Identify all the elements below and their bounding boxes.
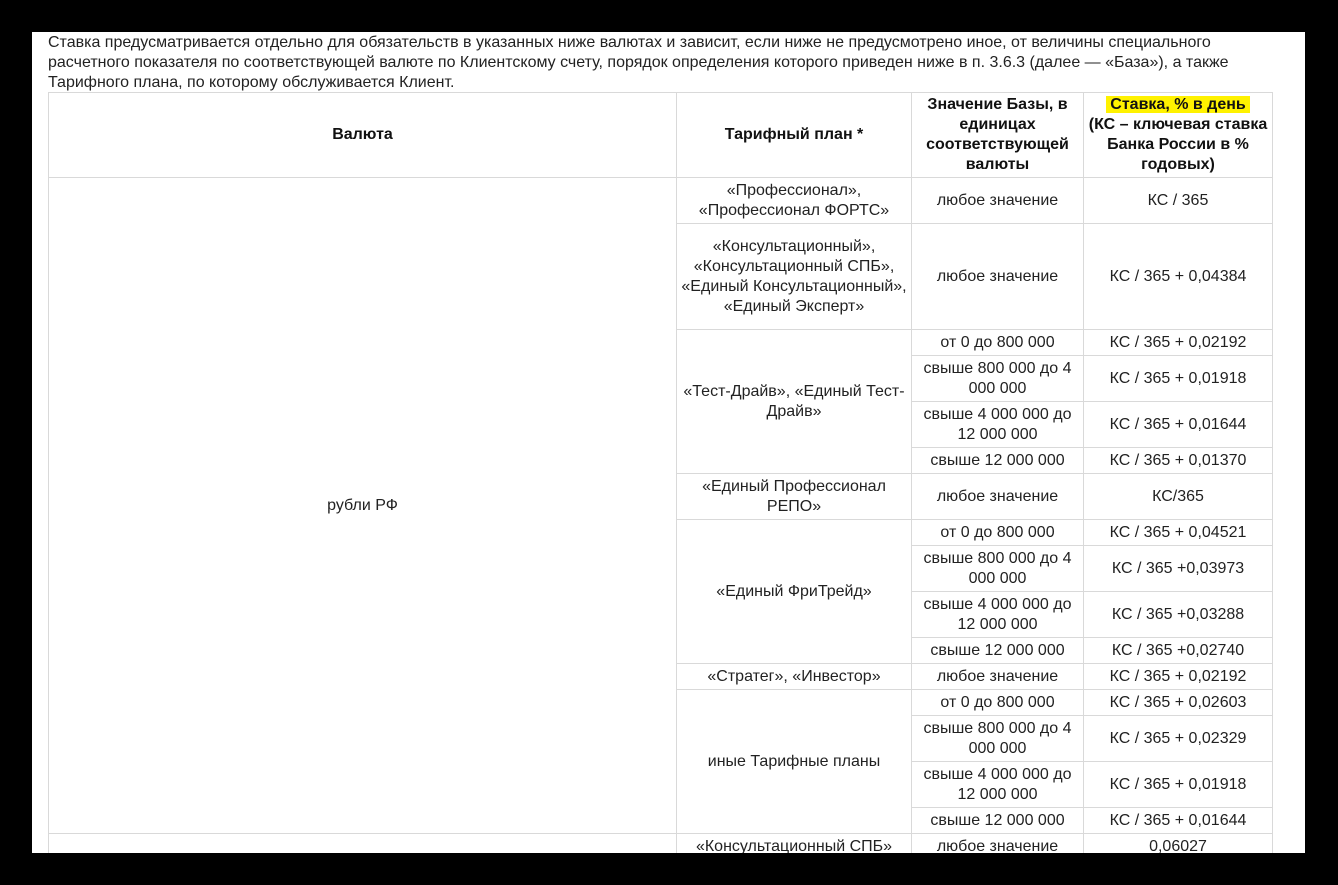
- base-cell: свыше 800 000 до 4 000 000: [912, 716, 1084, 762]
- rate-cell: КС / 365: [1084, 178, 1273, 224]
- base-cell: любое значение: [912, 178, 1084, 224]
- header-currency: Валюта: [49, 93, 677, 178]
- plan-cell: «Стратег», «Инвестор»: [677, 664, 912, 690]
- document-page: [32, 32, 1305, 853]
- currency-cell: рубли РФ: [49, 178, 677, 834]
- rate-cell: КС / 365 + 0,04521: [1084, 520, 1273, 546]
- plan-cell: «Тест-Драйв», «Единый Тест-Драйв»: [677, 330, 912, 474]
- rate-cell: КС / 365 + 0,04384: [1084, 224, 1273, 330]
- plan-cell: иные Тарифные планы: [677, 690, 912, 834]
- base-cell: свыше 800 000 до 4 000 000: [912, 546, 1084, 592]
- rate-cell: КС / 365 + 0,01644: [1084, 808, 1273, 834]
- header-rate: [1084, 93, 1273, 178]
- base-cell: от 0 до 800 000: [912, 330, 1084, 356]
- base-cell: свыше 4 000 000 до 12 000 000: [912, 592, 1084, 638]
- rate-cell: КС / 365 + 0,01918: [1084, 762, 1273, 808]
- rates-table: [48, 92, 1273, 853]
- header-plan: Тарифный план *: [677, 93, 912, 178]
- plan-cell: «Единый ФриТрейд»: [677, 520, 912, 664]
- rate-cell: КС / 365 +0,02740: [1084, 638, 1273, 664]
- rate-cell: КС / 365 + 0,02192: [1084, 330, 1273, 356]
- rate-cell: КС / 365 + 0,02192: [1084, 664, 1273, 690]
- base-cell: свыше 12 000 000: [912, 808, 1084, 834]
- header-base: Значение Базы, в единицах соответствующей валюты: [912, 93, 1084, 178]
- header-rate-highlight: Ставка, % в день: [1106, 96, 1249, 113]
- base-cell: любое значение: [912, 664, 1084, 690]
- currency-cell: [49, 834, 677, 854]
- rate-cell: КС / 365 + 0,02329: [1084, 716, 1273, 762]
- base-cell: свыше 800 000 до 4 000 000: [912, 356, 1084, 402]
- intro-paragraph: Ставка предусматривается отдельно для обязательств в указанных ниже валютах и зависит, если ниже не предусмотрено иное, от величины специального расчетного показателя по соответствующей валюте по Клиентскому счету, порядок определения которого приведен ниже в п. 3.6.3 (далее — «База»), а также Тарифного плана, по которому обслуживается Клиент.: [48, 34, 1229, 91]
- table-header-row: [49, 93, 1273, 178]
- rate-cell: КС / 365 +0,03288: [1084, 592, 1273, 638]
- plan-cell: «Консультационный СПБ»: [677, 834, 912, 854]
- plan-cell: «Профессионал», «Профессионал ФОРТС»: [677, 178, 912, 224]
- base-cell: любое значение: [912, 474, 1084, 520]
- rate-cell: КС / 365 + 0,01644: [1084, 402, 1273, 448]
- rate-cell: КС / 365 +0,03973: [1084, 546, 1273, 592]
- base-cell: свыше 4 000 000 до 12 000 000: [912, 762, 1084, 808]
- base-cell: свыше 4 000 000 до 12 000 000: [912, 402, 1084, 448]
- table-row: [49, 834, 1273, 854]
- plan-cell: «Единый Профессионал РЕПО»: [677, 474, 912, 520]
- plan-cell: «Консультационный», «Консультационный СПБ», «Единый Консультационный», «Единый Эксперт»: [677, 224, 912, 330]
- rate-cell: КС / 365 + 0,01370: [1084, 448, 1273, 474]
- base-cell: от 0 до 800 000: [912, 690, 1084, 716]
- base-cell: любое значение: [912, 224, 1084, 330]
- rate-cell: 0,06027: [1084, 834, 1273, 854]
- base-cell: любое значение: [912, 834, 1084, 854]
- base-cell: свыше 12 000 000: [912, 638, 1084, 664]
- base-cell: от 0 до 800 000: [912, 520, 1084, 546]
- rate-cell: КС / 365 + 0,02603: [1084, 690, 1273, 716]
- rate-cell: КС / 365 + 0,01918: [1084, 356, 1273, 402]
- rate-cell: КС/365: [1084, 474, 1273, 520]
- base-cell: свыше 12 000 000: [912, 448, 1084, 474]
- table-row: [49, 178, 1273, 224]
- header-rate-note: (КС – ключевая ставка Банка России в % годовых): [1088, 116, 1268, 173]
